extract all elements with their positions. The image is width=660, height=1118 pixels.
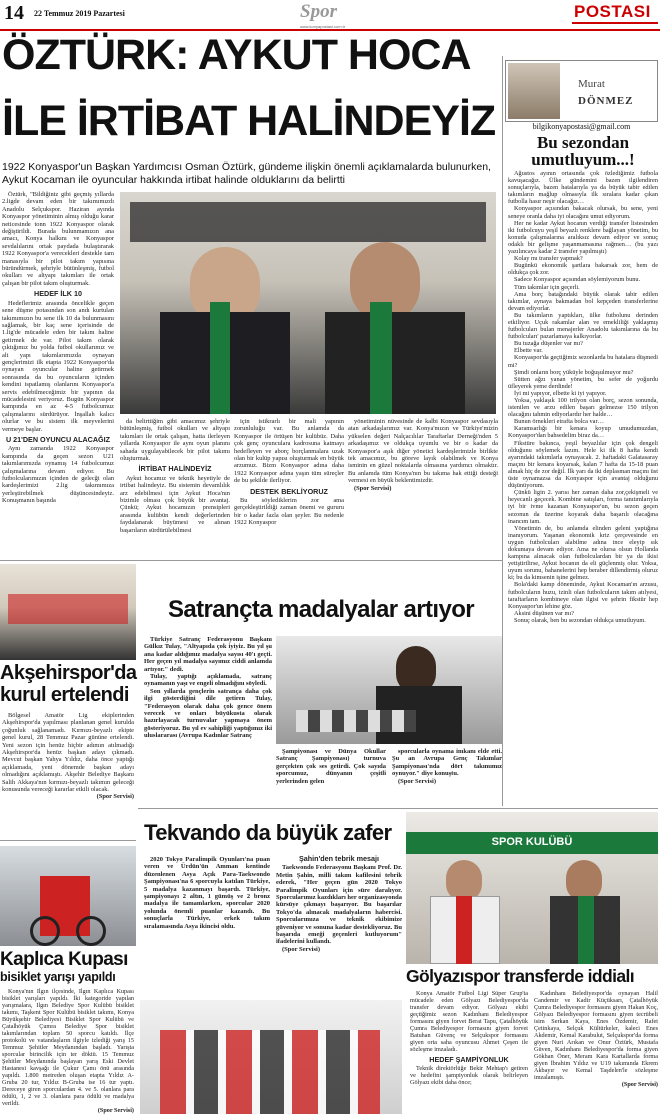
author-last-name: DÖNMEZ [578,95,634,107]
horizontal-divider-3 [0,840,136,841]
main-credit: (Spor Servisi) [354,484,392,492]
aksehir-body: Bölgesel Amatör Lig ekiplerinden Akşehirspor'da yapılması planlanan genel kurulda çoğunluk sağlanamadı. Kırmızı-beyazlı ekipte genel kurul, 28 Temmuz Pazar gününe ertelendi. Yeni sezon için henüz hiçbir adımın atılmadığı Akşehirspor'da henüz başkan adayı çıkmadı. Mevcut başkan Yahya Yıldız, daha önce yaptığı açıklamada, yeni dönemde başkan adayı olmadığını açıklamıştı. Akşehir Belediye Başkanı Salih Akkaya'nın kırmızı-beyazlı takımın geleceği konusunda vereceği kararlar etkili olacak. (Spor Servisi) [2,712,134,801]
main-col-3: için istikrarlı bir mali yapının zorunluluğu var. Bu anlamda da Konyaspor ile örtüşen bir kulübüz. Daha çok genç oyunculara kadrosuna katmayı hedefleyen ve aborç borçlanmalara uzak olan bir kulüp yapısı oluşturmak en büyük arzumuz. Bizm Konyaspor adına daha 1922 Konyaspor adına yaşın tüm süreçler de bu şekilde ilerliyor. DESTEK BEKLİYORUZ Bu söylediklerim zor ama gerçekleştirildiği zaman önemi ve gururu bir o kadar fazla olan şeyler. Bu nedenle 1922 Konyaspor [234,418,344,527]
aksehir-headline-2: kurul ertelendi [0,684,129,706]
author-box [505,60,658,122]
taekwondo-headline-bar [140,814,402,854]
author-photo [508,63,560,119]
main-photo [120,192,496,414]
site-url[interactable]: www.konyapostasi.com.tr [300,24,346,29]
taekwondo-col-2: Şahin'den tebrik mesajı Taekwondo Federasyonu Başkanı Prof. Dr. Metin Şahin, milli takım kafilesini tebrik ederek, "Her geçen gün 2020 Tokyo Paralimpik Oyunları için süre daralıyor. Sporcularımız kazdıkları her organizasyonda kürsüye çıkmayı başarıyor. Bu başarılar Tokyo'da alınacak madalyaların habercisi. Sporcularımıza ve teknik ekibimize güveniyor ve sonuna kadar destekliyoruz. Bu başarıda emeği geçenleri kutluyorum" ifadelerini kullandı. (Spor Servisi) [276,854,402,953]
golyazi-photo [406,812,658,964]
chess-headline: Satrançta madalyalar artıyor [167,596,475,623]
main-headline-1: ÖZTÜRK: AYKUT HOCA [2,31,471,79]
page-number: 14 [4,2,24,24]
taekwondo-photo [140,1000,402,1114]
vertical-divider [502,56,503,806]
bike-headline-1: Kaplıca Kupası [0,949,128,970]
chess-photo [276,636,502,744]
main-deck: 1922 Konyaspor'un Başkan Yardımcısı Osman Öztürk, gündeme ilişkin önemli açıklamalarda bulunurken, Aykut Kocaman ile oyuncular hakkında irtibat halinde olduklarını da belirtti [2,161,491,186]
chess-col-3: sporcularla oynama imkanı elde etti. Şu an Avrupa Genç Takımlar Şampiyonası'nda dört takımımız oynuyor." diye konuştu. (Spor Servisi) [392,748,502,785]
column-title-2: umutluyum...! [531,150,635,169]
subhead-destek: DESTEK BEKLİYORUZ [250,486,328,496]
chess-headline-bar [140,588,502,632]
chess-col-1: Türkiye Satranç Federasyonu Başkanı Gülkız Tulay, "Altyapıda çok iyiyiz. Bu yıl şu ana kadar aldığımız madalya sayısı 40'ı geçti. Her geçen yıl madalya sayımız ciddi anlamda artıyor." dedi. Tulay, yaptığı açıklamada, satranç oynamanın yaşı ve engeli olmadığını söyledi. Son yıllarda gençlerin satrança daha çok ilgi gösterdiğini dile getiren Tulay, "Federasyon olarak daha çok gence önem verecek ve onları büyükusta olarak hazırlayacak turnuvalar yapmaya önem gösteriyoruz. Bu yıl ev sahipliği yaptığımız iki uluslararası (Avrupa Kadınlar Satranç [144,636,272,740]
chess-col-2: Şampiyonası ve Dünya Okullar Satranç Şampiyonası) turnuva gerçekten çok ses getirdi. Çok sayıda sporcumuz, dünyanın çeşitli yerlerinden gelen [276,748,386,785]
column-title-1: Bu sezondan [536,133,630,152]
golyazi-headline: Gölyazıspor transferde iddialı [406,966,635,986]
main-headline-2: İLE İRTİBAT HALİNDEYİZ [2,97,496,145]
page-header [0,0,660,28]
subhead-sampiyonluk: HEDEF ŞAMPİYONLUK [429,1055,509,1064]
column-body: Ağustos ayının ortasında çok özlediğimiz futbola kavuşacağız. Ülke gündemini bazen ilgilendiren sonuçlarıyla, bazen hatalarıyla ya da büyük tabir edilen takımların mağlup olmasıyla ilk sıralara kadar çıkan futbolla hasır neşir olacağız… Konyaspor açısından bakacak olursak, bu sene, yeni seneye oranla daha iyi olacağını umut ediyorum. Her ne kadar Aykut hocanın verdiği transfer listesinden iki futbolcuyu yeşil beyazlı renklere bağlayan yönetim, bu konuda çalışmalarına aralıksız devam ediyor ve sonuç odaklı bir gelişme yaşanmamasına rağmen… (bu yazı yazılıncaya kadar 2 transfer yapılmıştı) Kolay mı transfer yapmak? Bugünkü ekonomik şartlara bakarsak zor, hem de oldukça çok zor. Sadece Konyaspor açısından söylemiyorum bunu. Tüm takımlar için geçerli. Ama borç batağındaki büyük olarak tabir edilen takımlar, aynaya bakmadan bol kepçeden transferlerine devam ediyorlar. Bu takımların yaptıkları, ülke futbolunu derinden etkiliyor. Uçuk rakamlar alan ve emekliliği yaklaşmış futbolcuları bulan menajerler Anadolu takımlarına da bu futbolcuları' pazarlamaya kalkıyorlar. Bu tuzağa düşenler var mı? Elbette var. Konyaspor'da geçtiğimiz sezonlarda bu hatalara düşmedi mi? Şimdi onların borç yüküyle boğuşulmuyor mu? Sütten ağzı yanan yönetim, bu sefer de yoğurdu üfleyerek yeme derdinde! İyi mi yapıyor, elbette ki iyi yapıyor. Yoksa, yaklaşık 100 trilyon olan borç, sezon sonunda, istenilen ve arzu edilen başarı gelmezse 150 trilyon olacağını tahmin ediyorlardır her halde… Bunun örnekleri etrafta bolca var… Karamsarlığı bir kenara koyup umudumuzdan, Konyaspor'dan bahsedelim biraz da… Fikstüre bakınca, yeşil beyazlılar için çok dengeli olduğunu söylemek lazım. Hele ki ilk 8 hafta kendi ayarındaki takımlarla oynayacak. 2. haftadaki Galatasaray maçını bir kenara koyarsak, kalan 7 hafta da 15-18 puan almak hiç de zor değil. İlk yarı da iki deplasman maçını üst üste oynamazsa da Konyaspor için avantaj olduğunu düşünüyorum. Çünkü ligin 2. yarısı her zaman daha zor,çekişmeli ve heyecanlı geçecek. Kombine satışları, forma tanıtımlarıyla iyi bir ivme kazanan Konyaspor'un, bu sezon geçen sezonun da üzerine koyarak daha başarılı olacağına inancım tam. Yönetimin de, bu anlamda elinden geleni yaptığına inanıyorum. Yaşanan ekonomik kriz çerçevesinde en uygun futbolcuları alabilme adına ince eleyip sık dokumaya devam ediyor. Ama ne olursa olsun Hollanda kampına alınacak olan futbolculardan bir ya da ikisi yetiştirilirse, Aykut hocanın da eli güçlenmiş olur. Yoksa, uyum sorunu, bahanelerini hep beraber dillendirmiş oluruz ki; bu da kimsenin işine gelmez. Bola'daki kamp döneminde, Aykut Kocaman'ın arzusu, futbolcuların huzu, izinli olan futbolcuların takım atılyesi, taraftarların kombineye olan ilgisi ve şehrin fikstür hep Konyaspor'un lehine göz. Aksini düşünen var mı? Sonuç olarak, ben bu sezondan oldukça umutluyum. [508,170,658,624]
bike-headline-2: bisiklet yarışı yapıldı [0,970,116,984]
aksehir-headline-1: Akşehirspor'da [0,662,137,684]
taekwondo-headline: Tekvando da büyük zafer [144,820,392,845]
bike-photo [0,846,136,946]
golyazi-col-1: Konya Amatör Futbol Ligi Süper Grup'ta mücadele eden Gölyazı Belediyespor'da transfer devam ediyor. Gölyazı ekibi geçtiğimiz sezon Kadınhanı Belediyespor formasını giyen forvet Berat Tapu, Çatalhöyük Çumra Belediyespor formasını giyen forvet Batuhan Güvenç ve Selçukspor formasını giyen orta saha oyuncusu Ahmet Çeşen ile sözleşme imzaladı. HEDEF ŞAMPİYONLUK Teknik direktörlüğe Bekir Mehtap'ı getiren ve hedefini şampiyonluk olarak belirleyen Gölyazı ekibi daha önce; [410,990,528,1086]
main-col-1: Öztürk, "Bildiğiniz gibi geçmiş yıllarda 2.ligde devam eden bir takımımızdı Anadolu Selçukspor. Haziran ayında Konyaspor yönetiminin almış olduğu karar neticesinde tonn 1922 Konyaspor olarak değiştirildi. Burada bulunmamızın ana amacı, Konya halkını ve Konyaspor sevdalılarını ortak paydada bulaştırarak 1922 Konyaspor'a verecekleri destekle tam manasıyla bir pilot takım yapısına büründürmek, şehriyle bütünleşmiş, futbol okulları ve altyapı takımları ile ortak çalışan bir pilot takım oluşturmak. HEDEF İLK 10 Hedeflerimiz arasında öncelikle geçen sene düşme potasından son andı kurtulan takımımızın bu sene ilk 10 da bulunmasını sağlamak, bir kaç sene içerisinde de 1.lig'de mücadele eden bir takım haline getirmek de var. Pilot takım olarak çıktığımız bu yolda futbol okullarımız ve alt yapı takımlarımızda oynayan gençlerimizi ilk etapta 1922 Konyaspor'da oynayan oyuncular haline getirmek sonrasında da bu oyuncuların içinden kendini ispatlamış olanlarını Konyaspor'a servis edebilmeceğimiz bir yapının da mücadelesini veriyoruz. Bugün Konyaspor kampında en az 4-5 futbolcumuz çalışmalarını sürdürüyor. İnşallah kalıcı olurlar ve bu sistem ilk meyvelerini vermeye başlar. U 21'DEN OYUNCU ALACAĞIZ Aynı zamanda 1922 Konyaspor kampında da geçen sezon U21 takımlarımızda oynamış 14 futbolcumuz çalışmalarına devam ediyor. Bu futbolcularımızın içinden de gelecği olan kardeşlerimizi 2.lig takımımıza yerleştirebilmek düşüncesindeyiz. Konuşmanın başında [2,191,114,505]
golyazi-col-2: Kadınhanı Belediyespor'da oynayan Halil Candemir ve Kadir Küçüksarı, Çatalhöyük Çumra Belediyespor formasını giyen Hakan Koç, Gölyazı Belediyespor formasını giyen tecrübeli isim Serkan Kaya, Enes Özdemir, Rafet Çetinkaya, Selçuk Kültürkeler, kaleci Enes Akdemir, Kemal Karabulut, Selçukspor'da forma giyen Nuri Arıkan ve Onur Öztürk, Mustafa Güven, Kadınhanı Belediyespor'da forma giyen Gökhan Öner, Meram Kara Kartallarda forma giyen İbrahim Yıldız ve U19 takımında Ekrem Akbayır ve Kemal Taşdelen'le sözleşme imzalamıştı. (Spor Servisi) [534,990,658,1088]
subhead-hedef: HEDEF İLK 10 [34,289,82,299]
author-first-name: Murat [578,78,605,90]
brand-logo: POSTASI [572,2,658,24]
main-col-4: yönetiminin nüvesinde de kalbi Konyaspor sevdasıyla atan arkadaşlarımız var. Konya'mızın ve Türkiye'mizin yükselen değeri Nalçacılılar Taraftarlar Derneği'nden 5 arkadaşımız ve oldukça uyumlu ve bir o kadar da Konyaspor'a aşık diğer yönetici kardeşlerimizle birlikte tek amacımız, bu göreve layık olabilmek ve Konya isminin en güzel noktalarda olmasına yardımcı olmaktır. Bu anlamda tüm Konya'nın bu takıma hak ettiği desteği vermesi en büyük beklentimizdir. (Spor Servisi) [348,418,498,492]
section-title: Spor [300,1,337,22]
main-col-2: da belirttiğim gibi amacımız şehriyle bütünleşmiş, futbol okulları ve altyapı takımları ile ortak çalışan, hatta ilerleyen yıllarda Konyaspor ile aynı oyun planını sahada uygulayabilecek bir pilot takımı oluşturmak. İRTİBAT HALİNDEYİZ Aykut hocamız ve teknik heyetiyle de irtibat halindeyiz. Bu sistemin devamlılık arz edebilmesi için Aykut Hoca'nın bizimle olması çok büyük bir avantaj. Çünkü; Aykut hocamızın prensipleri arasında kulübün kendi değerlerinden faydalanarak büyümesi ve alınan başarıların sürdürülebilmesi [120,418,230,534]
horizontal-divider-2 [138,808,658,809]
subhead-sahin: Şahin'den tebrik mesajı [299,854,379,863]
taekwondo-col-1: 2020 Tokyo Paralimpik Oyunları'na puan veren ve Ürdün'ün Amman kentinde düzenlenen Asya Açık Para-Taekwondo Şampiyonası'na 6 sporcuyla katılan Türkiye, 5 madalya kazanmayı başardı. Türkiye, şampiyonayı 2 altın, 1 gümüş ve 2 bronz madalya ile tamamlarken, sporcular 2020 yolunda önemli puanlar kazandı. Bu sonuçlarla Türkiye, erkek takım sıralamasında Asya ikincisi oldu. [144,856,270,930]
aksehir-photo [0,564,136,660]
author-email[interactable]: bilgikonyapostasi@gmail.com [532,122,631,131]
subhead-u21: U 21'DEN OYUNCU ALACAĞIZ [5,435,111,444]
golyazi-photo-banner: SPOR KULÜBÜ [491,836,573,848]
bike-body: Konya'nın Ilgın ilçesinde, Ilgın Kaplıca Kupası bisiklet yarışları yapıldı. İki kategoride yapılan yarışmalara, Ilgın Belediye Spor Kulübü bisiklet takımı, Taşkent Spor Kulübü bisiklet takımı, Konya Büyükşehir Belediyesi Bisiklet Spor Kulübü ve Çatalhöyük Çumra Belediye Spor bisiklet takımlarından toplam 50 sporcu katıldı. İlçe protokolü ve vatandaşların ilgiyle izlediği yarış 15 Temmuz Şehitler Meydanından başladı. Yarışta sporcular birincilik için ter döktü. 15 Temmuz Şehitler Meydanında başlayan yarış Eski Devlet Hastanesi kavşağı ile Çukur Çamı önü arasında yapıldı. 1.800 metreden oluşan etapta Yıldız A-Gruba 20 tur, Yıldız B-Gruba ise 16 tur yaptı. Dereceye giren sporculardan 4. ve 5. olanlara para ödülü, 1, 2 ve 3. olanlara para ödülü ve madalya verildi. (Spor Servisi) [2,988,134,1114]
horizontal-divider [0,560,502,561]
issue-date: 22 Temmuz 2019 Pazartesi [34,9,125,18]
subhead-irtibat: İRTİBAT HALİNDEYİZ [138,464,212,474]
